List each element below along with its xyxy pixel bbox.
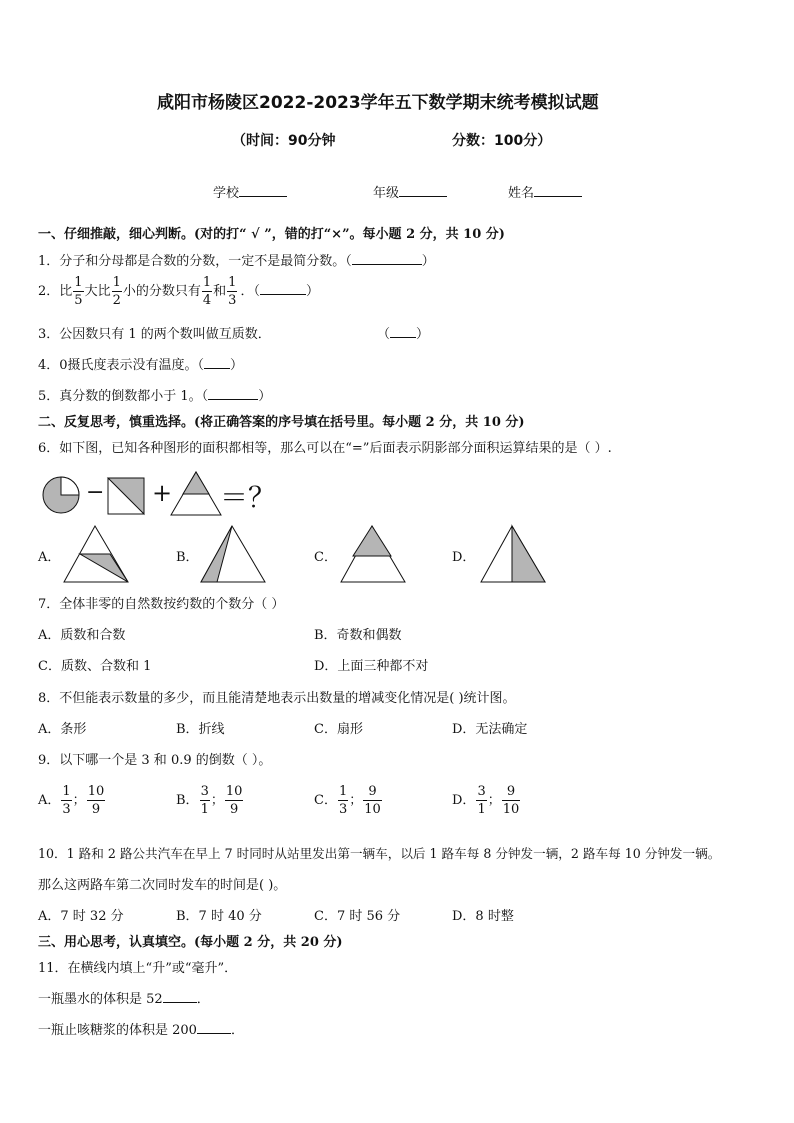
- square-diagonal-figure: [108, 478, 144, 514]
- answer-blank-11-1[interactable]: [163, 990, 197, 1003]
- answer-blank-4[interactable]: [204, 356, 230, 369]
- grade-blank[interactable]: [399, 184, 447, 197]
- question-1-close: ）: [421, 254, 435, 269]
- answer-blank-3[interactable]: [390, 325, 416, 338]
- question-5-close: ）: [258, 389, 272, 404]
- question-2-text-e: ．（: [240, 284, 260, 299]
- option-9d-label: D．: [452, 793, 476, 808]
- question-2: [38, 276, 319, 307]
- fraction-numerator: 1: [112, 275, 121, 290]
- section-3-heading: 三、用心思考，认真填空。(每小题 2 分，共 20 分): [38, 935, 343, 950]
- option-10c[interactable]: C．7 时 56 分: [314, 909, 401, 924]
- question-4-close: ）: [230, 358, 244, 373]
- fraction-numerator: 9: [506, 784, 516, 799]
- answer-blank-1[interactable]: [352, 252, 422, 265]
- grade-label: 年级: [373, 186, 400, 201]
- school-blank[interactable]: [239, 184, 287, 197]
- question-1-text: 1．分子和分母都是合数的分数，一定不是最简分数。（: [38, 254, 352, 269]
- fraction-numerator: 1: [338, 784, 348, 799]
- question-4-text: 4．0摄氏度表示没有温度。（: [38, 358, 205, 373]
- question-10-line-1: 10．1 路和 2 路公共汽车在早上 7 时同时从站里发出第一辆车，以后 1 路车每 8 分钟发一辆，2 路车每 10 分钟发一辆。: [38, 846, 721, 861]
- question-7: 7．全体非零的自然数按约数的个数分（ ）: [38, 597, 285, 612]
- option-7b[interactable]: B．奇数和偶数: [314, 628, 402, 643]
- option-9a[interactable]: [38, 785, 106, 816]
- option-8c[interactable]: C．扇形: [314, 722, 363, 737]
- question-11-item-2: [38, 1019, 244, 1038]
- fraction-numerator: 1: [228, 275, 237, 290]
- minus-sign: −: [86, 480, 105, 505]
- option-6d-label[interactable]: D．: [452, 550, 476, 565]
- period: ．: [196, 992, 210, 1007]
- fraction: [338, 785, 348, 816]
- fraction-1-3: [227, 276, 237, 307]
- fraction-denominator: 5: [74, 293, 83, 308]
- answer-blank-11-2[interactable]: [197, 1021, 231, 1034]
- separator: ；: [349, 793, 363, 808]
- fraction-numerator: 3: [200, 784, 209, 799]
- paren-open: （: [377, 327, 391, 342]
- option-9b-label: B．: [176, 793, 199, 808]
- option-9c-label: C．: [314, 793, 337, 808]
- paren-close: ）: [416, 327, 430, 342]
- option-6a-svg: [62, 524, 130, 584]
- school-label: 学校: [213, 186, 240, 201]
- option-10a[interactable]: A．7 时 32 分: [38, 909, 124, 924]
- option-6b-figure[interactable]: [199, 524, 267, 584]
- fraction: [502, 785, 521, 816]
- option-9d[interactable]: [452, 785, 521, 816]
- fraction-numerator: 9: [368, 784, 377, 799]
- option-7d[interactable]: D．上面三种都不对: [314, 659, 429, 674]
- question-1: [38, 250, 435, 269]
- plus-sign: +: [152, 479, 173, 507]
- option-7c[interactable]: C．质数、合数和 1: [38, 659, 152, 674]
- separator: ；: [210, 793, 224, 808]
- option-6b-label[interactable]: B．: [176, 550, 199, 565]
- fraction-numerator: 1: [74, 275, 83, 290]
- name-blank[interactable]: [534, 184, 582, 197]
- fraction: [225, 785, 244, 816]
- option-6c-label[interactable]: C．: [314, 550, 337, 565]
- fraction: [61, 785, 71, 816]
- name-field: [508, 182, 582, 201]
- fraction-numerator: 1: [202, 275, 212, 290]
- option-8a[interactable]: A．条形: [38, 722, 87, 737]
- quarter-circle-figure: [43, 477, 79, 513]
- question-11: 11．在横线内填上“升”或“毫升”．: [38, 961, 238, 976]
- option-7a[interactable]: A．质数和合数: [38, 628, 126, 643]
- equals-question: ＝？: [220, 481, 277, 514]
- fraction-denominator: 9: [225, 800, 244, 816]
- fraction-denominator: 2: [112, 293, 121, 308]
- option-9c[interactable]: [314, 785, 383, 816]
- option-9a-label: A．: [38, 793, 61, 808]
- option-6c-figure[interactable]: [339, 524, 407, 584]
- option-9b[interactable]: [176, 785, 244, 816]
- option-6a-label[interactable]: A．: [38, 550, 61, 565]
- option-10d[interactable]: D．8 时整: [452, 909, 514, 924]
- school-field: [213, 182, 287, 201]
- question-2-text-d: 和: [213, 284, 227, 299]
- question-4: [38, 354, 243, 373]
- question-2-close: ）: [305, 284, 319, 299]
- question-3: 3．公因数只有 1 的两个数叫做互质数．: [38, 327, 271, 342]
- exam-score: 分数：100分）: [452, 133, 552, 149]
- fraction-denominator: 3: [338, 802, 348, 817]
- fraction: [200, 785, 210, 816]
- option-6b-svg: [199, 524, 267, 584]
- question-2-text-b: 大比: [84, 284, 111, 299]
- question-5-text: 5．真分数的倒数都小于 1。（: [38, 389, 209, 404]
- option-8b[interactable]: B．折线: [176, 722, 225, 737]
- option-8d[interactable]: D．无法确定: [452, 722, 528, 737]
- section-1-heading: 一、仔细推敲，细心判断。(对的打“ √ ”，错的打“×”。每小题 2 分，共 10 分): [38, 227, 505, 242]
- fraction-denominator: 3: [228, 293, 237, 308]
- question-5: [38, 385, 271, 404]
- option-10b[interactable]: B．7 时 40 分: [176, 909, 262, 924]
- question-9: 9．以下哪一个是 3 和 0.9 的倒数（ ）。: [38, 753, 272, 768]
- option-6c-svg: [339, 524, 407, 584]
- question-2-text-a: 2．比: [38, 284, 73, 299]
- fraction-denominator: 1: [477, 802, 486, 817]
- grade-field: [373, 182, 447, 201]
- fraction-1-5: [73, 276, 83, 307]
- fraction-numerator: 3: [477, 784, 486, 799]
- question-11-item-1-text: 一瓶墨水的体积是 52: [38, 992, 163, 1007]
- name-label: 姓名: [508, 186, 535, 201]
- fraction-denominator: 10: [502, 802, 520, 817]
- option-6a-figure[interactable]: [62, 524, 130, 584]
- exam-time: （时间：90分钟: [232, 133, 336, 149]
- fraction-denominator: 10: [364, 802, 381, 817]
- fraction-numerator: 1: [62, 784, 71, 799]
- option-6d-svg: [479, 524, 547, 584]
- fraction-denominator: 9: [87, 800, 106, 816]
- fraction-1-4: [202, 276, 212, 307]
- fraction: [87, 785, 106, 816]
- question-3-answer: [377, 323, 429, 342]
- fraction-denominator: 1: [200, 802, 209, 817]
- fraction: [363, 785, 382, 816]
- period: ．: [230, 1023, 244, 1038]
- fraction-denominator: 4: [202, 293, 212, 308]
- fraction-1-2: [112, 276, 122, 307]
- triangle-top-shaded-figure: [171, 472, 221, 515]
- fraction: [476, 785, 486, 816]
- separator: ；: [72, 793, 86, 808]
- question-8: 8．不但能表示数量的多少，而且能清楚地表示出数量的增减变化情况是( )统计图。: [38, 691, 516, 706]
- section-2-heading: 二、反复思考，慎重选择。(将正确答案的序号填在括号里。每小题 2 分，共 10 分): [38, 415, 525, 430]
- question-11-item-2-text: 一瓶止咳糖浆的体积是 200: [38, 1023, 197, 1038]
- option-6d-figure[interactable]: [479, 524, 547, 584]
- answer-blank-2[interactable]: [260, 282, 306, 295]
- separator: ；: [487, 793, 501, 808]
- question-10-line-2: 那么这两路车第二次同时发车的时间是( )。: [38, 878, 287, 893]
- fraction-numerator: 10: [87, 784, 105, 799]
- question-6: 6．如下图，已知各种图形的面积都相等，那么可以在“=”后面表示阴影部分面积运算结果的是（ ）.: [38, 441, 612, 456]
- fraction-denominator: 3: [62, 802, 71, 817]
- page-title: 咸阳市杨陵区2022-2023学年五下数学期末统考模拟试题: [157, 93, 599, 113]
- question-11-item-1: [38, 988, 210, 1007]
- answer-blank-5[interactable]: [208, 387, 258, 400]
- question-2-text-c: 小的分数只有: [122, 284, 201, 299]
- fraction-numerator: 10: [225, 784, 243, 799]
